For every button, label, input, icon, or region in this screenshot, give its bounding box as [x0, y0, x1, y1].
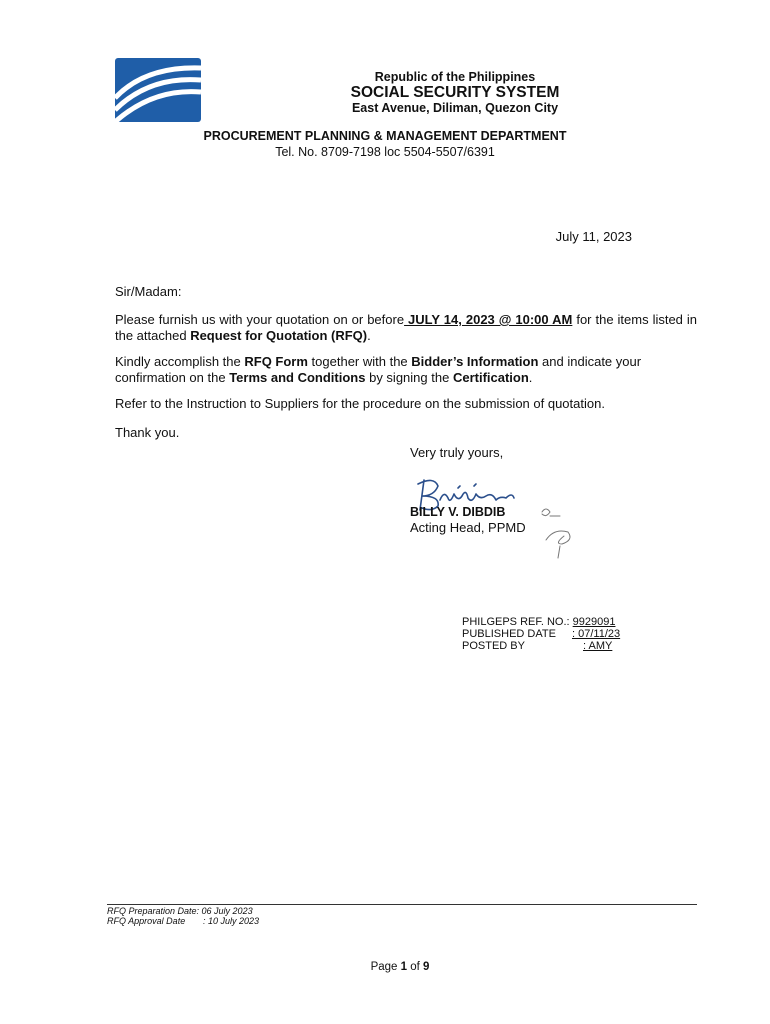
salutation: Sir/Madam:: [115, 284, 182, 299]
approval-value: : 10 July 2023: [203, 916, 260, 926]
paragraph-thanks: Thank you.: [115, 425, 180, 440]
department-name: PROCUREMENT PLANNING & MANAGEMENT DEPARTMENT: [203, 129, 567, 143]
published-value: : 07/11/23: [572, 628, 621, 640]
published-label: PUBLISHED DATE: [462, 628, 556, 640]
approval-label: RFQ Approval Date: [107, 916, 186, 926]
sss-logo: [115, 58, 201, 122]
p1-end: .: [367, 328, 371, 343]
telephone-line: Tel. No. 8709-7198 loc 5504-5507/6391: [275, 145, 495, 159]
rfq-reference: Request for Quotation (RFQ): [190, 328, 368, 343]
page-number: [0, 961, 770, 973]
philgeps-value: 9929091: [572, 616, 616, 628]
page-total: 9: [423, 961, 430, 973]
agency-name: SOCIAL SECURITY SYSTEM: [350, 84, 560, 101]
philgeps-label: PHILGEPS REF. NO.:: [462, 616, 570, 628]
letter-date: July 11, 2023: [555, 229, 632, 244]
closing: Very truly yours,: [410, 445, 504, 460]
footer-divider: [107, 904, 697, 905]
p2-text-a: Kindly accomplish the: [115, 354, 241, 369]
signatory-title: Acting Head, PPMD: [410, 520, 526, 535]
republic-line: Republic of the Philippines: [374, 70, 536, 84]
p2-text-b: together with the: [311, 354, 408, 369]
published-date-row: [462, 628, 620, 640]
paragraph-quotation-request: [115, 312, 697, 344]
p2-text-c: and indicate your confirmation on the: [115, 354, 642, 385]
deadline: JULY 14, 2023 @ 10:00 AM: [404, 312, 573, 327]
page-current: 1: [400, 961, 408, 973]
paragraph-refer-instructions: Refer to the Instruction to Suppliers for the procedure on the submission of quotation.: [115, 396, 605, 411]
posted-label: POSTED BY: [462, 640, 525, 652]
signatory-name: BILLY V. DIBDIB: [410, 505, 506, 519]
posted-value: : AMY: [583, 640, 613, 652]
p2-end: .: [528, 370, 533, 385]
p1-text-b: for the items listed in the attached: [115, 312, 698, 343]
terms-reference: Terms and Conditions: [229, 370, 366, 385]
page-label: Page: [370, 961, 398, 973]
p1-text-a: Please furnish us with your quotation on or before: [115, 312, 405, 327]
rfq-form-reference: RFQ Form: [244, 354, 308, 369]
p2-text-d: by signing the: [369, 370, 450, 385]
rfq-approval-date: [107, 916, 259, 926]
posted-by-row: [462, 640, 612, 652]
certification-reference: Certification: [452, 370, 529, 385]
bidder-info-reference: Bidder’s Information: [411, 354, 539, 369]
rfq-preparation-date: RFQ Preparation Date: 06 July 2023: [107, 906, 253, 916]
page-of: of: [410, 961, 420, 973]
philgeps-ref-row: [462, 616, 615, 628]
paragraph-instructions: [115, 354, 697, 386]
agency-address: East Avenue, Diliman, Quezon City: [351, 101, 559, 115]
